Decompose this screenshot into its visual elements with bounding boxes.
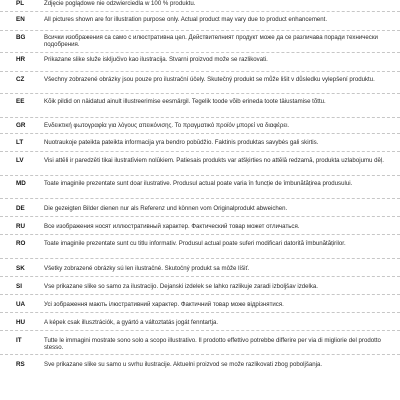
disclaimer-row-rs (0, 361, 400, 368)
disclaimer-row-sk (0, 265, 400, 272)
disclaimer-row-ro (0, 240, 400, 247)
language-code: HR (16, 56, 26, 63)
disclaimer-row-pl (0, 0, 400, 7)
row-divider (0, 151, 400, 152)
language-code: LT (16, 139, 24, 146)
row-divider (0, 117, 400, 118)
disclaimer-text: Kõik pildid on näidatud ainult illustreerimise eesmärgil. Tegelik toode võib erineda toote täiustamise tõttu. (44, 98, 326, 105)
row-divider (0, 216, 400, 217)
row-divider (0, 11, 400, 12)
language-code: LV (16, 157, 24, 164)
disclaimer-row-cz (0, 76, 400, 83)
language-code: UA (16, 301, 26, 308)
language-code: RU (16, 223, 26, 230)
language-code: DE (16, 205, 25, 212)
row-divider (0, 198, 400, 199)
language-code: GR (16, 122, 26, 129)
disclaimer-text: Toate imaginile prezentate sunt cu titlu informativ. Produsul actual poate suferi modificari datorită îmbunătățirilor. (44, 240, 346, 247)
row-divider (0, 258, 400, 259)
language-code: EE (16, 98, 25, 105)
row-divider (0, 52, 400, 53)
disclaimer-text: Vse prikazane slike so samo za ilustracijo. Dejanski izdelek se lahko razlikuje zaradi izboljšav izdelka. (44, 283, 319, 290)
disclaimer-row-gr (0, 122, 400, 129)
disclaimer-row-lt (0, 139, 400, 146)
language-code: MD (16, 180, 26, 187)
disclaimer-text: A képek csak illusztrációk, a gyártó a változtatás jogát fenntartja. (44, 319, 219, 326)
disclaimer-row-ee (0, 98, 400, 105)
language-code: EN (16, 16, 25, 23)
disclaimer-row-en (0, 16, 400, 23)
language-code: SI (16, 283, 22, 290)
disclaimer-text: Visi attēli ir paredzēti tikai ilustratīviem nolūkiem. Patiesais produkts var atšķirties no attēlā redzamā, produkta uzlabojumu dēļ. (44, 157, 384, 164)
language-code: IT (16, 337, 22, 344)
disclaimer-text: Все изображения носят иллюстративный характер. Фактический товар может отличаться. (44, 223, 300, 230)
disclaimer-text: Prikazane slike služe isključivo kao ilustracija. Stvarni proizvod može se razlikovati. (44, 56, 268, 63)
disclaimer-text: Ενδεικτική φωτογραφία για λόγους απεικόνισης. Το πραγματικό προϊόν μπορεί να διαφέρει. (44, 122, 290, 129)
disclaimer-text: Всички изображения са само с илюстративна цел. Действителният продукт може да се различава поради технически подобрения. (44, 34, 378, 49)
language-code: BG (16, 34, 26, 41)
disclaimer-text: All pictures shown are for illustration purpose only. Actual product may vary due to product enhancement. (44, 16, 328, 23)
row-divider (0, 30, 400, 31)
language-code: SK (16, 265, 25, 272)
disclaimer-text: Tutte le immagini mostrate sono solo a scopo illustrativo. Il prodotto effettivo potrebbe differire per via di migliorie del prodotto stesso. (44, 337, 381, 352)
row-divider (0, 294, 400, 295)
disclaimer-row-hr (0, 56, 400, 63)
disclaimer-text: Všetky zobrazené obrázky sú len ilustračné. Skutočný produkt sa môže líšiť. (44, 265, 250, 272)
disclaimer-row-ua (0, 301, 400, 308)
disclaimer-text: Die gezeigten Bilder dienen nur als Referenz und können vom Originalprodukt abweichen. (44, 205, 288, 212)
language-code: PL (16, 0, 25, 7)
disclaimer-text: Toate imaginile prezentate sunt doar ilustrative. Produsul actual poate varia în funcție de îmbunătățirea produsului. (44, 180, 353, 187)
disclaimer-text: Všechny zobrazené obrázky jsou pouze pro ilustrační účely. Skutečný produkt se může lišit v důsledku vylepšení produktu. (44, 76, 375, 83)
language-code: CZ (16, 76, 25, 83)
language-code: RO (16, 240, 26, 247)
disclaimer-row-md (0, 180, 400, 187)
row-divider (0, 133, 400, 134)
row-divider (0, 93, 400, 94)
row-divider (0, 234, 400, 235)
disclaimer-text: Zdjęcie poglądowe nie odzwierciedla w 100 % produktu. (44, 0, 196, 7)
disclaimer-text: Sve prikazane slike su samo u svrhu ilustracije. Aktuelni proizvod se može razlikovati zbog poboljšanja. (44, 361, 323, 368)
language-code: HU (16, 319, 26, 326)
disclaimer-row-bg (0, 34, 400, 49)
row-divider (0, 330, 400, 331)
row-divider (0, 312, 400, 313)
row-divider (0, 71, 400, 72)
row-divider (0, 276, 400, 277)
disclaimer-row-it (0, 337, 400, 352)
disclaimer-row-hu (0, 319, 400, 326)
disclaimer-text: Усі зображення мають ілюстративний характер. Фактичний товар може відрізнятися. (44, 301, 284, 308)
disclaimer-row-si (0, 283, 400, 290)
disclaimer-row-de (0, 205, 400, 212)
disclaimer-row-ru (0, 223, 400, 230)
language-code: RS (16, 361, 25, 368)
disclaimer-text: Nuotraukoje pateikta pateikta informacija yra bendro pobūdžio. Faktinis produktas savybės gali skirtis. (44, 139, 319, 146)
disclaimer-row-lv (0, 157, 400, 164)
row-divider (0, 354, 400, 355)
row-divider (0, 175, 400, 176)
